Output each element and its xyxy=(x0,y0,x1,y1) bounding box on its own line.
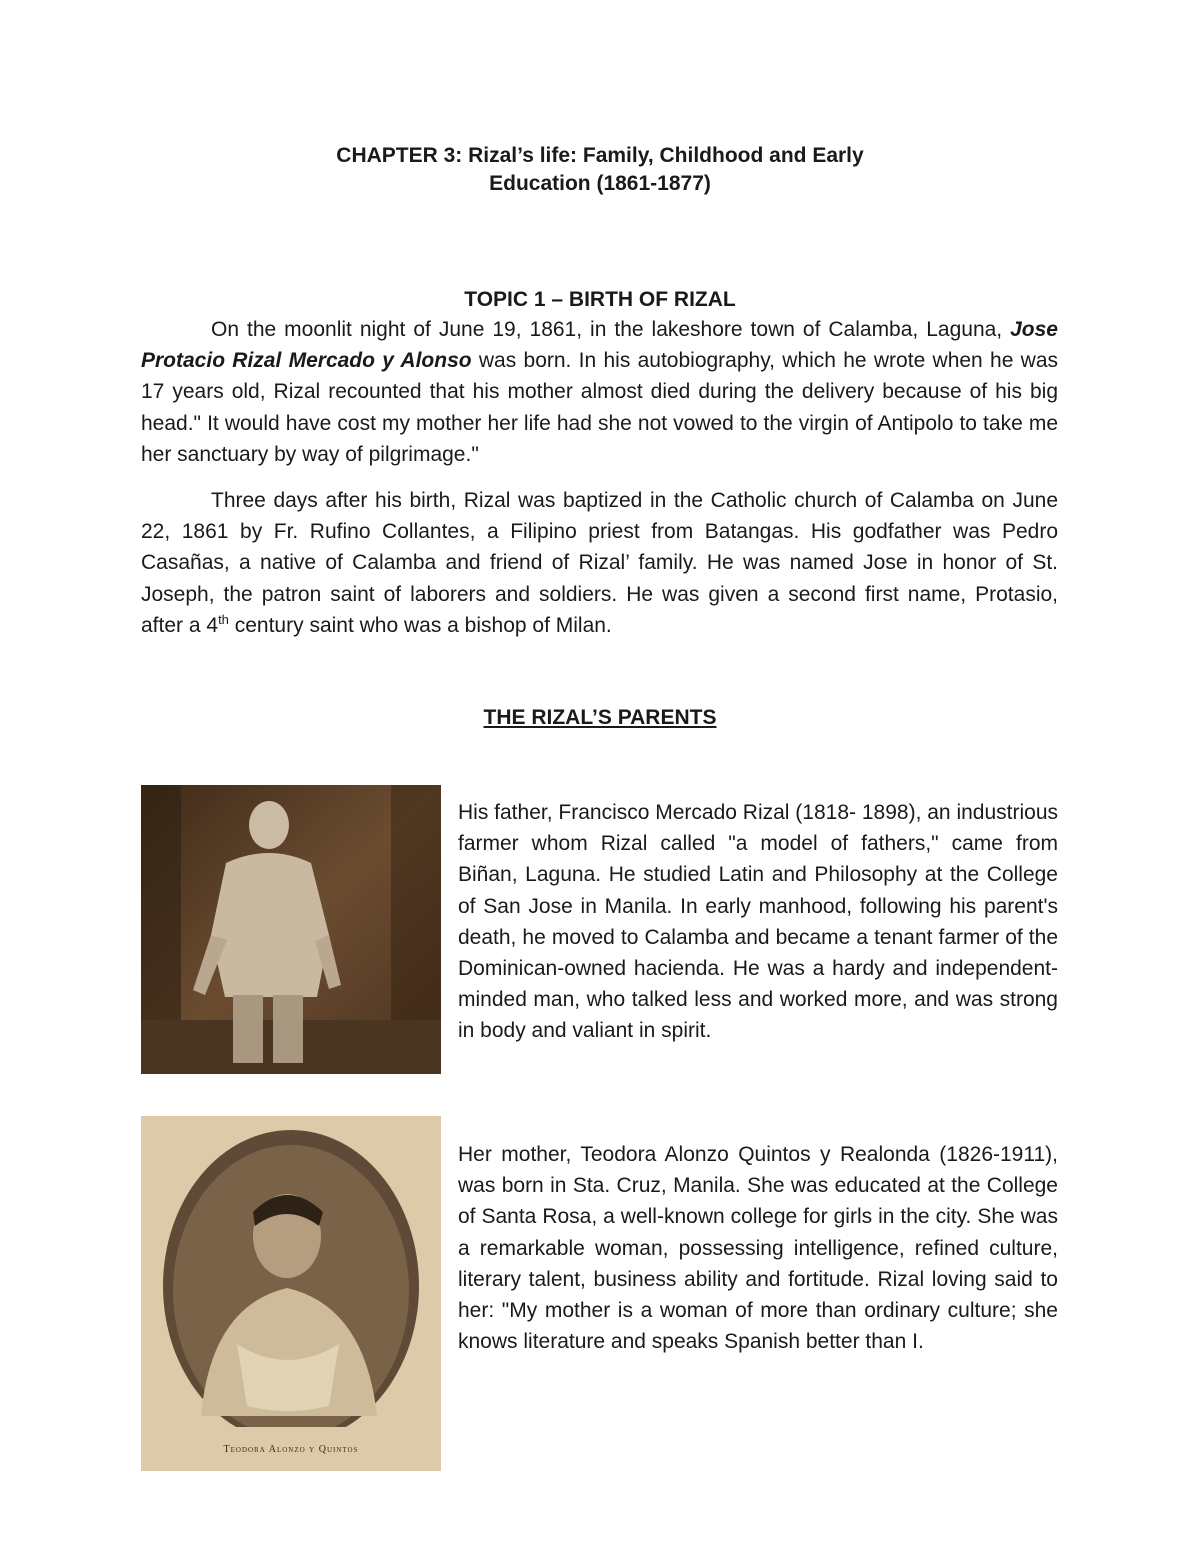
baptism-paragraph xyxy=(141,485,1058,641)
baptism-paragraph-text-b: century saint who was a bishop of Milan. xyxy=(228,613,612,637)
ordinal-superscript: th xyxy=(218,611,229,627)
chapter-title-line1: CHAPTER 3: Rizal’s life: Family, Childhood and Early xyxy=(336,144,864,167)
birth-paragraph xyxy=(141,314,1058,470)
birth-paragraph-text-b: was born. In his autobiography, which he wrote when he was 17 years old, Rizal recounted that his mother almost died during the delivery because of his big head." It would have cost my mother her life had she not vowed to the virgin of Antipolo to take me her sanctuary by way of pilgrimage." xyxy=(141,349,1059,466)
father-paragraph: His father, Francisco Mercado Rizal (1818- 1898), an industrious farmer whom Rizal called "a model of fathers," came from Biñan, Laguna. He studied Latin and Philosophy at the College of San Jose in Manila. In early manhood, following his parent's death, he moved to Calamba and became a tenant farmer of the Dominican-owned hacienda. He was a hardy and independent-minded man, who talked less and worked more, and was strong in body and valiant in spirit. xyxy=(458,801,1058,1043)
birth-paragraph-text-a: On the moonlit night of June 19, 1861, in the lakeshore town of Calamba, Laguna, xyxy=(211,318,1011,341)
mother-portrait-image xyxy=(141,1116,441,1471)
rizal-full-name: Jose Protacio Rizal Mercado y Alonso xyxy=(141,318,1058,373)
father-portrait-image xyxy=(141,785,441,1074)
parents-heading: THE RIZAL’S PARENTS xyxy=(483,706,717,729)
mother-photo-caption: Teodora Alonzo y Quintos xyxy=(223,1444,359,1455)
father-photo xyxy=(141,785,441,1074)
chapter-title-line2: Education (1861-1877) xyxy=(489,172,711,195)
mother-paragraph: Her mother, Teodora Alonzo Quintos y Realonda (1826-1911), was born in Sta. Cruz, Manila. She was educated at the College of Santa Rosa, a well-known college for girls in the city. She was a remarkable woman, possessing intelligence, refined culture, literary talent, business ability and fortitude. Rizal loving said to her: "My mother is a woman of more than ordinary culture; she knows literature and speaks Spanish better than I. xyxy=(458,1143,1058,1354)
topic-heading: TOPIC 1 – BIRTH OF RIZAL xyxy=(464,288,736,311)
baptism-paragraph-text-a: Three days after his birth, Rizal was baptized in the Catholic church of Calamba on June 22, 1861 by Fr. Rufino Collantes, a Filipino priest from Batangas. His godfather was Pedro Casañas, a native of Calamba and friend of Rizal’ family. He was named Jose in honor of St. Joseph, the patron saint of laborers and soldiers. He was given a second first name, Protasio, after a 4 xyxy=(141,489,1058,637)
chapter-title xyxy=(0,142,1200,198)
mother-photo xyxy=(141,1116,441,1471)
